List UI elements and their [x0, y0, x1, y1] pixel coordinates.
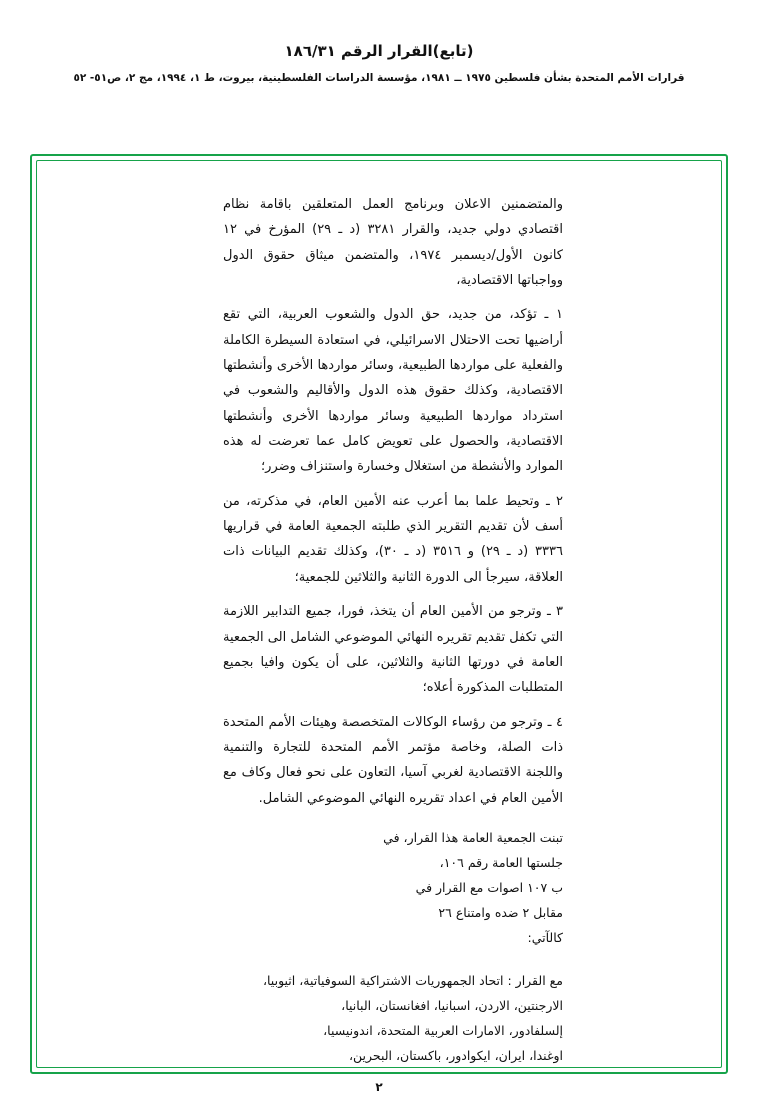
page-title: (تابع)القرار الرقم ١٨٦/٣١ — [284, 42, 474, 60]
votes-line: اوغندا، ايران، ايكوادور، باكستان، البحرين، — [348, 1047, 563, 1063]
adoption-line: تبنت الجمعية العامة هذا القرار، في — [383, 829, 563, 845]
votes-line: الارجنتين، الاردن، اسبانيا، افغانستان، البانيا، — [341, 997, 563, 1013]
paragraph-3: ٣ ـ وترجو من الأمين العام أن يتخذ، فورا، جميع التدابير اللازمة التي تكفل تقديم تقريره النهائي الموضوعي الشامل الى الجمعية العامة في دورتها الثانية والثلاثين، على أن يكون وافيا بجميع المتطلبات المذكورة أعلاه؛ — [223, 604, 563, 696]
votes-line: مع القرار : اتحاد الجمهوريات الاشتراكية السوفياتية، اثيوبيا، — [262, 972, 563, 988]
adoption-line: مقابل ٢ ضده وامتناع ٢٦ — [438, 904, 563, 920]
document-body — [223, 192, 563, 1068]
paragraph-preamble: والمتضمنين الاعلان وبرنامج العمل المتعلقين باقامة نظام اقتصادي دولي جديد، والقرار ٣٢٨١ (د ـ ٢٩) المؤرخ في ١٢ كانون الأول/ديسمبر ١٩٧٤، والمتضمن ميثاق حقوق الدول وواجباتها الاقتصادية، — [223, 197, 564, 289]
votes-in-favour-list — [223, 968, 563, 1068]
source-citation: قرارات الأمم المتحدة بشأن فلسطين ١٩٧٥ ــ ١٩٨١، مؤسسة الدراسات الفلسطينية، بيروت، ط ١، ١٩٩٤، مج ٢، ص٥١- ٥٢ — [73, 72, 685, 84]
document-page — [0, 42, 758, 1120]
page-number: ٢ — [375, 1080, 383, 1094]
paragraph-1: ١ ـ تؤكد، من جديد، حق الدول والشعوب العربية، التي تقع أراضيها تحت الاحتلال الاسرائيلي، في استعادة السيطرة الكاملة والفعلية على مواردها الطبيعية، وسائر مواردها الأخرى وأنشطتها الاقتصادية، وكذلك حقوق هذه الدول والأقاليم والشعوب في استرداد مواردها الطبيعية وسائر مواردها الأخرى وأنشطتها الاقتصادية، والحصول على تعويض كامل عما تعرضت له هذه الموارد والأنشطة من استغلال وخسارة واستنزاف وضرر؛ — [223, 307, 563, 475]
votes-line: إلسلفادور، الامارات العربية المتحدة، اندونيسيا، — [323, 1022, 563, 1038]
paragraph-4: ٤ ـ وترجو من رؤساء الوكالات المتخصصة وهيئات الأمم المتحدة ذات الصلة، وخاصة مؤتمر الأمم المتحدة للتجارة والتنمية واللجنة الاقتصادية لغربي آسيا، التعاون على نحو فعال وكاف مع الأمين العام في اعداد تقريره النهائي الموضوعي الشامل. — [223, 714, 563, 806]
adoption-line: ب ١٠٧ اصوات مع القرار في — [415, 879, 563, 895]
paragraph-2: ٢ ـ وتحيط علما بما أعرب عنه الأمين العام، في مذكرته، من أسف لأن تقديم التقرير الذي طلبته الجمعية العامة في قراريها ٣٣٣٦ (د ـ ٢٩) و ٣٥١٦ (د ـ ٣٠)، وكذلك تقديم البيانات ذات العلاقة، سيرجأ الى الدورة الثانية والثلاثين للجمعية؛ — [223, 493, 563, 585]
adoption-line: كالآتي: — [527, 929, 563, 945]
adoption-line: جلستها العامة رقم ١٠٦، — [439, 854, 563, 870]
adoption-note — [223, 825, 563, 950]
